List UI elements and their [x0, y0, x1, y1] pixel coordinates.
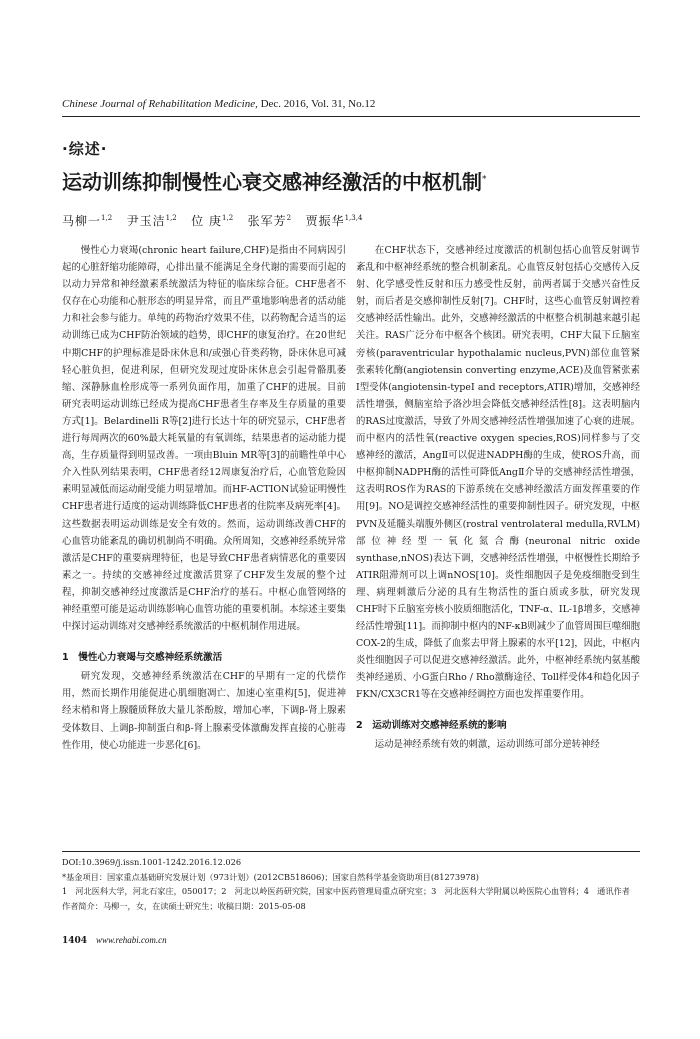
- footnotes: [62, 855, 642, 913]
- article-title: [62, 166, 652, 195]
- section-label: ·综述·: [62, 140, 108, 158]
- intro-paragraph: 慢性心力衰竭(chronic heart failure,CHF)是指由不同病因引起的心脏舒缩功能障碍，心排出量不能满足全身代谢的需要而引起的以动力异常和神经激素系统激活为特征的临床综合征。CHF患者不仅存在心功能和心脏形态的明显异常，而且严重地影响患者的活动能力和社会参与能力。单纯的药物治疗效果不佳，以药物配合适当的运动训练已成为CHF防治领域的趋势，即CHF的康复治疗。在20世纪中期CHF的护理标准是卧床休息和/或强心苷类药物，卧床休息可减轻心脏负担，促进利尿，但研究发现过度卧床休息会引起骨骼肌萎缩、深静脉血栓形成等一系列负面作用，加重了CHF的进展。目前研究表明运动训练已经成为提高CHF患者生存率及生存质量的重要方式[1]。Belardinelli R等[2]进行长达十年的研究显示，CHF患者进行每周两次的60%最大耗氧量的有氧训练，结果患者的运动能力提高，生存质量得到明显改善。一项由Bluin MR等[3]的前瞻性单中心介入性队列结果表明，CHF患者经12周康复治疗后，心血管危险因素明显减低而运动耐受能力明显增加。而HF-ACTION试验证明慢性CHF患者进行适度的运动训练降低CHF患者的住院率及病死率[4]。这些数据表明运动训练是安全有效的。然而，运动训练改善CHF的心血管功能紊乱的确切机制尚不明确。众所周知，交感神经系统异常激活是CHF的重要病理特征，也是导致CHF患者病情恶化的重要因素之一。持续的交感神经过度激活贯穿了CHF发生发展的整个过程，抑制交感神经过度激活是CHF治疗的基石。中枢心血管网络的神经重塑可能是运动训练影响心血管功能的重要机制。本综述主要集中探讨运动训练对交感神经系统激活的中枢机制作用进展。: [62, 245, 346, 633]
- mechanism-paragraph: 在CHF状态下，交感神经过度激活的机制包括心血管反射调节紊乱和中枢神经系统的整合机制紊乱。心血管反射包括心交感传入反射、化学感受性反射和压力感受性反射，前两者属于交感兴奋性反射，而后者是交感抑制性反射[7]。CHF时，这些心血管反射调控着交感神经活性输出。此外，交感神经激活的中枢整合机制越来越引起关注。RAS广泛分布中枢各个核团。研究表明，CHF大鼠下丘脑室旁核(paraventricular hypothalamic nucleus,PVN)部位血管紧张素转化酶(angiotensin converting enzyme,ACE)及血管紧张素Ⅰ型受体(angiotensin-typeⅠ and receptors,ATIR)增加，交感神经活性增强，侧脑室给予洛沙坦会降低交感神经活性[8]。这表明脑内的RAS过度激活，导致了外周交感神经活性增强加速了心衰的进展。而中枢内的活性氧(reactive oxygen species,ROS)同样参与了交感神经的激活，AngⅡ可以促进NADPH酶的生成，使ROS升高，而中枢抑制NADPH酶的活性可降低AngⅡ介导的交感神经活性增强，这表明ROS作为RAS的下游系统在交感神经激活方面发挥重要的作用[9]。NO是调控交感神经活性的重要抑制性因子。研究发现，中枢PVN及延髓头端腹外侧区(rostral ventrolateral medulla,RVLM)部位神经型一氧化氮合酶(neuronal nitric oxide synthase,nNOS)表达下调，交感神经活性增强，中枢慢性长期给予ATIR阻滞剂可以上调nNOS[10]。炎性细胞因子是免疫细胞受到生理、病理刺激后分泌的具有生物活性的蛋白质或多肽，研究发现CHF时下丘脑室旁核小胶质细胞活化，TNF-α、IL-1β增多，交感神经活性增强[11]。而抑制中枢内的NF-κB则减少了血管周围巨噬细胞COX-2的生成，降低了血浆去甲肾上腺素的水平[12]，因此，中枢内炎性细胞因子可以促进交感神经激活。此外，中枢神经系统内氨基酸类神经递质、小G蛋白Rho / Rho激酶途径、Toll样受体4和趋化因子FKN/CX3CR1等在交感神经调控方面也发挥重要作用。: [356, 245, 640, 701]
- footnote-rule: [62, 851, 640, 852]
- journal-issue: Dec. 2016, Vol. 31, No.12: [260, 98, 376, 110]
- journal-header: [62, 98, 640, 110]
- doi: DOI:10.3969/j.issn.1001-1242.2016.12.026: [62, 857, 242, 867]
- website: www.rehabi.com.cn: [95, 935, 167, 945]
- author-list: [62, 212, 362, 229]
- section-1-heading: 1 慢性心力衰竭与交感神经系统激活: [62, 652, 223, 664]
- section-2-heading: 2 运动训练对交感神经系统的影响: [356, 719, 507, 731]
- page-footer: [62, 935, 167, 946]
- section-2-paragraph: 运动是神经系统有效的刺激，运动训练可部分逆转神经: [374, 738, 600, 750]
- author-info: 作者简介：马柳一，女，在读硕士研究生；收稿日期：2015-05-08: [62, 900, 306, 911]
- header-rule: [62, 116, 640, 117]
- article-title-text: 运动训练抑制慢性心衰交感神经激活的中枢机制: [62, 170, 482, 194]
- author: 马柳一$^{1,2}$: [62, 214, 113, 228]
- author: 尹玉洁$^{1,2}$: [126, 214, 177, 228]
- title-footnote-mark: *: [482, 174, 487, 185]
- journal-name: Chinese Journal of Rehabilitation Medicine,: [62, 98, 258, 110]
- author: 张军芳$^2$: [247, 214, 292, 228]
- author: 位 庚$^{1,2}$: [191, 214, 234, 228]
- left-column: [62, 242, 346, 754]
- section-1-paragraph: 研究发现，交感神经系统激活在CHF的早期有一定的代偿作用，然而长期作用能促进心肌细胞凋亡、加速心室重构[5]，促进神经末梢和肾上腺髓质释放大量儿茶酚胺，增加心率，下调β-肾上腺素受体数目、上调β-抑制蛋白和β-肾上腺素受体激酶发挥直接的心脏毒性作用，使心功能进一步恶化[6]。: [62, 671, 346, 751]
- author: 贾振华$^{1,3,4}$: [305, 214, 363, 228]
- affiliations: 1 河北医科大学，河北石家庄，050017；2 河北以岭医药研究院，国家中医药管理局重点研究室；3 河北医科大学附属以岭医院心血管科；4 通讯作者: [62, 886, 630, 897]
- page-number: 1404: [62, 936, 88, 946]
- right-column: [356, 242, 640, 753]
- funding-note: *基金项目：国家重点基础研究发展计划（973计划）(2012CB518606)；国家自然科学基金资助项目(81273978): [62, 871, 479, 882]
